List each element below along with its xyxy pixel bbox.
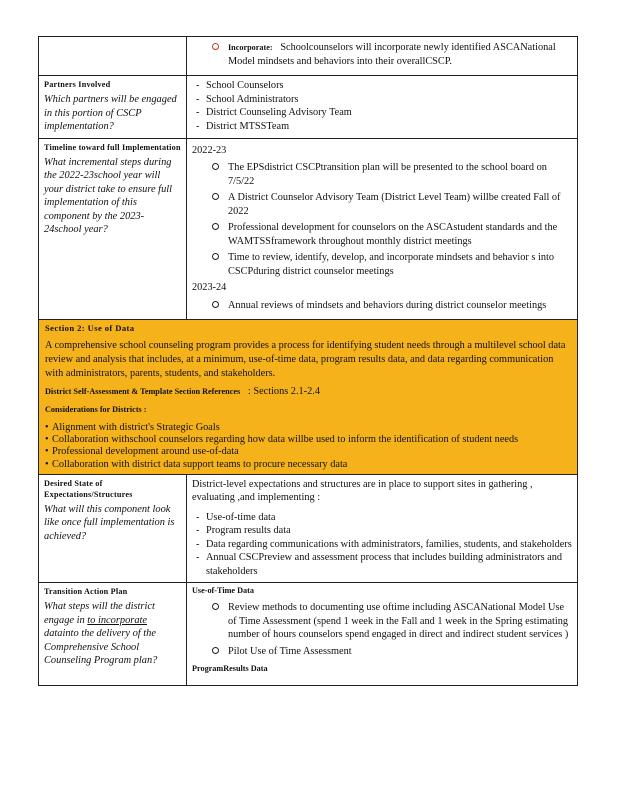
row-timeline xyxy=(39,138,578,320)
partners-label: Partners Involved xyxy=(44,80,111,89)
partners-question: Which partners will be engaged in this portion of CSCP implementation? xyxy=(44,94,177,132)
year2-list xyxy=(192,299,572,313)
timeline-label: Timeline toward full Implementation xyxy=(44,142,181,152)
references-label: District Self-Assessment & Template Section References xyxy=(45,387,241,396)
transition-list xyxy=(192,601,572,658)
list-item-text: A District Counselor Advisory Team (District Level Team) willbe created Fall of 2022 xyxy=(228,192,561,217)
program-results-heading: ProgramResults Data xyxy=(192,664,268,674)
use-of-time-heading: Use-of-Time Data xyxy=(192,586,254,596)
transition-label-cell xyxy=(39,583,187,686)
incorporate-label: Incorporate: xyxy=(228,43,273,52)
considerations-label: Considerations for Districts : xyxy=(45,405,147,414)
list-item: - Data regarding communications with administrators, families, students, and stakeholders xyxy=(196,538,572,552)
incorporate-list xyxy=(192,41,572,68)
circle-bullet-icon xyxy=(212,603,219,610)
partners-list xyxy=(192,79,572,133)
list-item: • Collaboration withschool counselors regarding how data willbe used to inform the identification of student needs xyxy=(45,434,571,446)
desired-content-cell xyxy=(187,474,578,583)
list-item xyxy=(212,601,572,642)
references-value: : Sections 2.1-2.4 xyxy=(247,386,320,397)
desired-list xyxy=(192,511,572,579)
list-item xyxy=(212,645,572,659)
list-item: - Annual CSCPreview and assessment process that includes building administrators and stakeholders xyxy=(196,551,572,578)
list-item-text: Pilot Use of Time Assessment xyxy=(228,645,352,657)
section-description: A comprehensive school counseling program provides a process for identifying student needs through a multilevel school data review and analysis that includes, at a minimum, use-of-time data, program results data, and data regarding communication with administrators, parents, students, and stakeholders. xyxy=(45,340,566,379)
incorporate-text: Schoolcounselors will incorporate newly identified ASCANational Model mindsets and behaviors into their overallCSCP. xyxy=(228,42,556,67)
list-item xyxy=(212,221,572,248)
section-references xyxy=(45,385,571,399)
list-item xyxy=(212,191,572,218)
list-item xyxy=(212,251,572,278)
desired-label-cell xyxy=(39,474,187,583)
desired-intro: District-level expectations and structures are in place to support sites in gathering , evaluating ,and implementing : xyxy=(192,478,533,504)
row-transition xyxy=(39,583,578,686)
list-item: • Professional development around use-of-data xyxy=(45,446,571,458)
transition-label: Transition Action Plan xyxy=(44,587,128,597)
list-item-text: Professional development for counselors on the ASCAstudent standards and the WAMTSSframework throughout monthly district meetings xyxy=(228,222,558,247)
list-item: • Collaboration with district data support teams to procure necessary data xyxy=(45,459,571,471)
list-item: - Use-of-time data xyxy=(196,511,572,525)
list-item: - District MTSSTeam xyxy=(196,120,572,134)
year1-list xyxy=(192,161,572,278)
list-item-text: Review methods to documenting use oftime including ASCANational Model Use of Time Assessment (spend 1 week in the Fall and 1 week in the Spring estimating number of hours counselors spend engaged in direct and indirect student services ) xyxy=(228,602,569,641)
list-item: - School Administrators xyxy=(196,93,572,107)
empty-left-cell xyxy=(39,37,187,76)
transition-content-cell xyxy=(187,583,578,686)
circle-bullet-icon xyxy=(212,253,219,260)
year-heading: 2023-24 xyxy=(192,282,227,293)
incorporate-cell xyxy=(187,37,578,76)
list-item-text: Annual reviews of mindsets and behaviors during district counselor meetings xyxy=(228,299,547,311)
circle-bullet-icon xyxy=(212,223,219,230)
list-item: • Alignment with district's Strategic Goals xyxy=(45,422,571,434)
question-text: datainto the delivery of the Comprehensive School Counseling Program plan? xyxy=(44,628,158,667)
plan-table xyxy=(38,36,578,686)
list-item xyxy=(212,41,572,68)
transition-question xyxy=(44,600,181,668)
section-2-row xyxy=(39,320,578,475)
timeline-label-cell xyxy=(39,138,187,320)
considerations-list xyxy=(45,422,571,471)
desired-label: Desired State of Expectations/Structures xyxy=(44,478,133,499)
section-2-cell xyxy=(39,320,578,475)
list-item xyxy=(212,161,572,188)
circle-bullet-icon xyxy=(212,43,219,50)
circle-bullet-icon xyxy=(212,647,219,654)
question-underlined-text: to incorporate xyxy=(87,614,148,626)
timeline-question: What incremental steps during the 2022-23school year will your district take to ensure full implementation of this component by the 2023-24school year? xyxy=(44,156,173,235)
partners-content-cell xyxy=(187,76,578,139)
list-item xyxy=(212,299,572,313)
circle-bullet-icon xyxy=(212,163,219,170)
row-desired-state xyxy=(39,474,578,583)
circle-bullet-icon xyxy=(212,193,219,200)
question-text: What steps will the district engage in xyxy=(44,601,155,626)
list-item: - School Counselors xyxy=(196,79,572,93)
timeline-content-cell xyxy=(187,138,578,320)
row-partners xyxy=(39,76,578,139)
cscp-plan-document xyxy=(38,36,578,686)
desired-question: What will this component look like once full implementation is achieved? xyxy=(44,503,175,542)
row-incorporate xyxy=(39,37,578,76)
list-item: - Program results data xyxy=(196,524,572,538)
partners-label-cell xyxy=(39,76,187,139)
section-title: Section 2: Use of Data xyxy=(45,323,135,333)
circle-bullet-icon xyxy=(212,301,219,308)
list-item: - District Counseling Advisory Team xyxy=(196,106,572,120)
list-item-text: Time to review, identify, develop, and incorporate mindsets and behavior s into CSCPduring district counselor meetings xyxy=(228,252,554,277)
list-item-text: The EPSdistrict CSCPtransition plan will be presented to the school board on 7/5/22 xyxy=(228,162,547,187)
year-heading: 2022-23 xyxy=(192,144,227,156)
